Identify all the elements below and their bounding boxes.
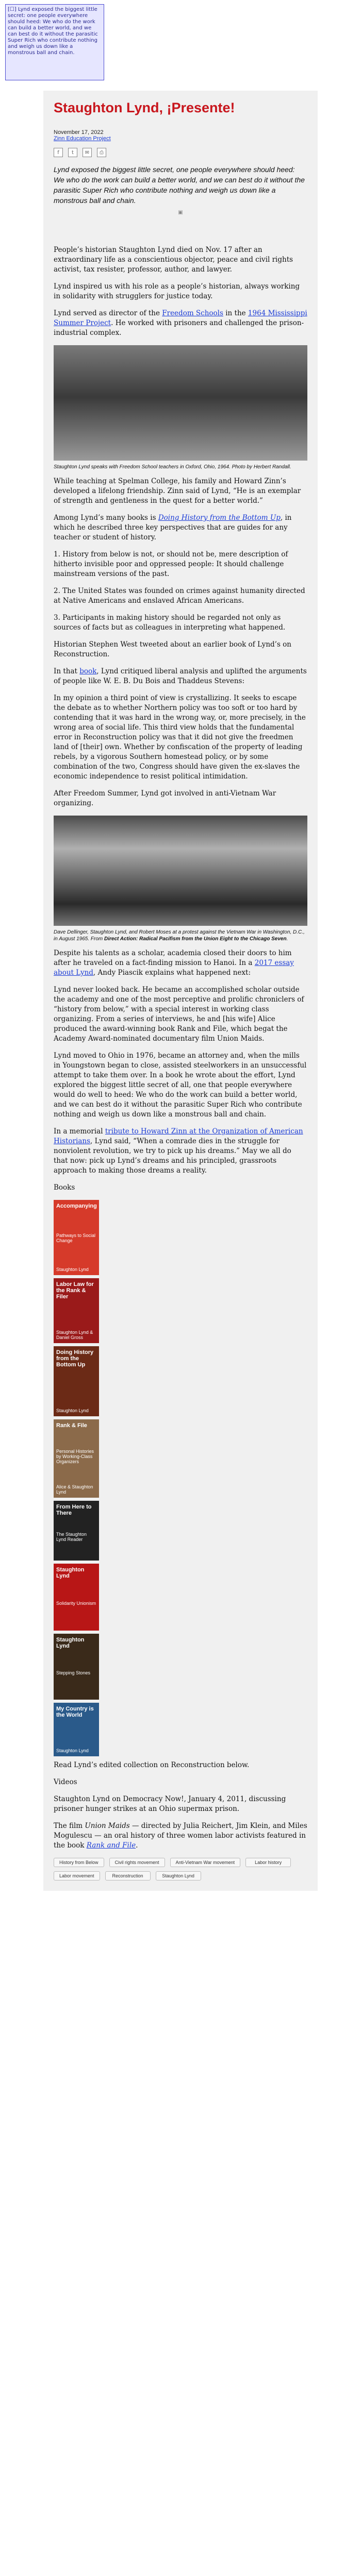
freedom-schools-link[interactable]: Freedom Schools [162,309,223,317]
book-title: Doing History from the Bottom Up [56,1349,94,1368]
paragraph: Lynd never looked back. He became an accomplished scholar outside the academy and one of the most perceptive and prolific chroniclers of “history from below,” with a special interest in working class organizing. From a series of interviews, he and [his wife] Alice produced the award-winning book Rank and File, which begat the Academy Award-nominated documentary film Union Maids. [54,986,304,1043]
book-title: My Country is the World [56,1706,94,1718]
book-title: Staughton Lynd [56,1637,85,1649]
tag-button[interactable]: Staughton Lynd [156,1871,201,1880]
tag-button[interactable]: Reconstruction [105,1871,151,1880]
book-author: Staughton Lynd & Daniel Gross [56,1330,93,1340]
paragraph: People’s historian Staughton Lynd died on Nov. 17 after an extraordinary life as a conscientious objector, peace and civil rights activist, tax resister, professor, author, and lawyer. [54,246,293,274]
paragraph: Staughton Lynd on Democracy Now!, January 4, 2011, discussing prisoner hunger strikes at an Ohio supermax prison. [54,1795,286,1813]
book-cover[interactable] [54,1346,99,1416]
book-author: Staughton Lynd [56,1408,89,1413]
book-author: Staughton Lynd [56,1748,89,1753]
photo-protest [54,816,307,926]
source-link[interactable]: Zinn Education Project [54,135,111,142]
paragraph: Lynd moved to Ohio in 1976, became an attorney and, when the mills in Youngstown began to close, assisted steelworkers in an unsuccessful attempt to take them over. In a book he wrote about the effort, Lynd explored the biggest little secret of all, one that people everywhere would do well to heed: We who do the work can build a better world, and we can best do it without the parasitic Super Rich who contribute nothing and weigh us down like a monstrous ball and chain. [54,1052,307,1118]
paragraph: In that book, Lynd critiqued liberal analysis and uplifted the arguments of people like W. E. B. Du Bois and Thaddeus Stevens: [54,667,307,685]
twitter-icon[interactable]: t [68,148,77,157]
book-cover[interactable] [54,1501,99,1561]
book-subtitle: Personal Histories by Working-Class Organizers [56,1449,94,1464]
photo-caption: Dave Dellinger, Staughton Lynd, and Robert Moses at a protest against the Vietnam War in Washington, D.C., in August 1965. From Direct Action: Radical Pacifism from the Union Eight to the Chicago Seven. [54,929,305,942]
article-intro: Lynd exposed the biggest little secret, one people everywhere should heed: We who do the work can build a better world, and we can best do it without the parasitic Super Rich who contribute nothing and weigh us down like a monstrous ball and chain. [54,165,305,205]
paragraph: In a memorial tribute to Howard Zinn at the Organization of American Historians, Lynd said, “When a comrade dies in the struggle for nonviolent revolution, we try to pick up his dreams.” May we all do that now: pick up Lynd’s dreams and his principled, grassroots approach to making those dreams a reality. [54,1127,303,1175]
quote: In my opinion a third point of view is crystallizing. It seeks to escape the debate as to whether Northern policy was too soft or too hard by contending that it was hard in the wrong way, or, more precisely, in the wrong area of social life. This third view holds that the fundamental error in Reconstruction policy was that it did not give the freedmen land of [their] own. Whether by confiscation of the property of leading rebels, by a vigorous Southern homestead policy, or by some combination of the two, Congress should have given the ex-slaves the economic independence to resist political intimidation. [54,694,306,781]
paragraph: After Freedom Summer, Lynd got involved in anti-Vietnam War organizing. [54,789,276,807]
book-cover[interactable] [54,1419,99,1498]
paragraph: Historian Stephen West tweeted about an earlier book of Lynd’s on Reconstruction. [54,640,291,658]
paragraph: Among Lynd’s many books is Doing History from the Bottom Up, in which he described three key perspectives that are guides for any teacher or student of history. [54,514,292,541]
paragraph: 1. History from below is not, or should not be, mere description of hitherto invisible poor and oppressed people: It should challenge mainstream versions of the past. [54,550,288,578]
book-title: From Here to There [56,1504,92,1516]
tag-button[interactable]: History from Below [54,1858,104,1867]
article-date: November 17, 2022 [54,129,104,135]
tag-button[interactable]: Civil rights movement [109,1858,165,1867]
tag-list [54,1858,307,1880]
image-placeholder-icon: ▣ [178,210,183,215]
share-bar [54,148,307,157]
article-card [43,91,318,1891]
book-cover[interactable] [54,1278,99,1343]
paragraph: 3. Participants in making history should be regarded not only as sources of facts but as colleagues in interpreting what happened. [54,614,286,632]
email-icon[interactable]: ✉ [83,148,92,157]
paragraph: The film Union Maids — directed by Julia Reichert, Jim Klein, and Miles Mogulescu — an oral history of three women labor activists featured in the book Rank and File. [54,1822,307,1850]
mississippi-summer-link[interactable]: 1964 Mississippi Summer Project [54,309,307,327]
essay-link[interactable]: 2017 essay about Lynd [54,959,294,977]
books-list [54,1200,307,1756]
paragraph: Lynd inspired us with his role as a people’s historian, always working in solidarity with strugglers for justice today. [54,282,300,300]
book-subtitle: Solidarity Unionism [56,1601,96,1606]
book-author: Alice & Staughton Lynd [56,1484,93,1495]
paragraph: While teaching at Spelman College, his family and Howard Zinn’s developed a lifelong friendship. Zinn said of Lynd, “He is an exemplar of strength and gentleness in the quest for a better world.” [54,477,301,505]
book-link[interactable]: book [79,667,97,675]
paragraph: Read Lynd’s edited collection on Reconstruction below. [54,1761,250,1769]
book-author: Staughton Lynd [56,1267,89,1272]
photo-caption: Staughton Lynd speaks with Freedom School teachers in Oxford, Ohio, 1964. Photo by Herbert Randall. [54,464,291,470]
book-cover[interactable] [54,1703,99,1756]
print-icon[interactable]: ⎙ [97,148,106,157]
book-subtitle: Stepping Stones [56,1670,91,1675]
doing-history-link[interactable]: Doing History from the Bottom Up [158,514,281,522]
book-title: Labor Law for the Rank & Filer [56,1281,94,1300]
photo-freedom-school [54,345,307,461]
paragraph: Lynd served as director of the Freedom Schools in the 1964 Mississippi Summer Project. He worked with prisoners and challenged the prison-industrial complex. [54,309,307,337]
book-cover[interactable] [54,1200,99,1275]
article-title: Staughton Lynd, ¡Presente! [54,100,235,115]
tag-button[interactable]: Anti-Vietnam War movement [170,1858,241,1867]
book-cover[interactable] [54,1564,99,1631]
book-title: Accompanying [56,1203,97,1209]
tag-button[interactable]: Labor movement [54,1871,100,1880]
facebook-icon[interactable]: f [54,148,63,157]
book-title: Rank & File [56,1422,87,1429]
paragraph: Despite his talents as a scholar, academia closed their doors to him after he traveled on a fact-finding mission to Hanoi. In a 2017 essay about Lynd, Andy Piascik explains what happened next: [54,949,294,977]
book-subtitle: The Staughton Lynd Reader [56,1532,87,1542]
videos-heading: Videos [54,1778,77,1786]
tribute-link[interactable]: tribute to Howard Zinn at the Organization of American Historians [54,1127,303,1145]
book-title: Staughton Lynd [56,1567,85,1579]
rank-and-file-link[interactable]: Rank and File [86,1841,136,1850]
tag-button[interactable]: Labor history [245,1858,291,1867]
book-subtitle: Pathways to Social Change [56,1233,96,1243]
paragraph: 2. The United States was founded on crimes against humanity directed at Native Americans and enslaved African Americans. [54,587,305,605]
books-heading: Books [54,1183,75,1192]
book-cover[interactable] [54,1634,99,1700]
preheader-text: [☐] Lynd exposed the biggest little secret: one people everywhere should heed: We who do the work can build a better world, and we can best do it without the parasitic Super Rich who contribute nothing and weigh us down like a monstrous ball and chain. [5,4,104,80]
